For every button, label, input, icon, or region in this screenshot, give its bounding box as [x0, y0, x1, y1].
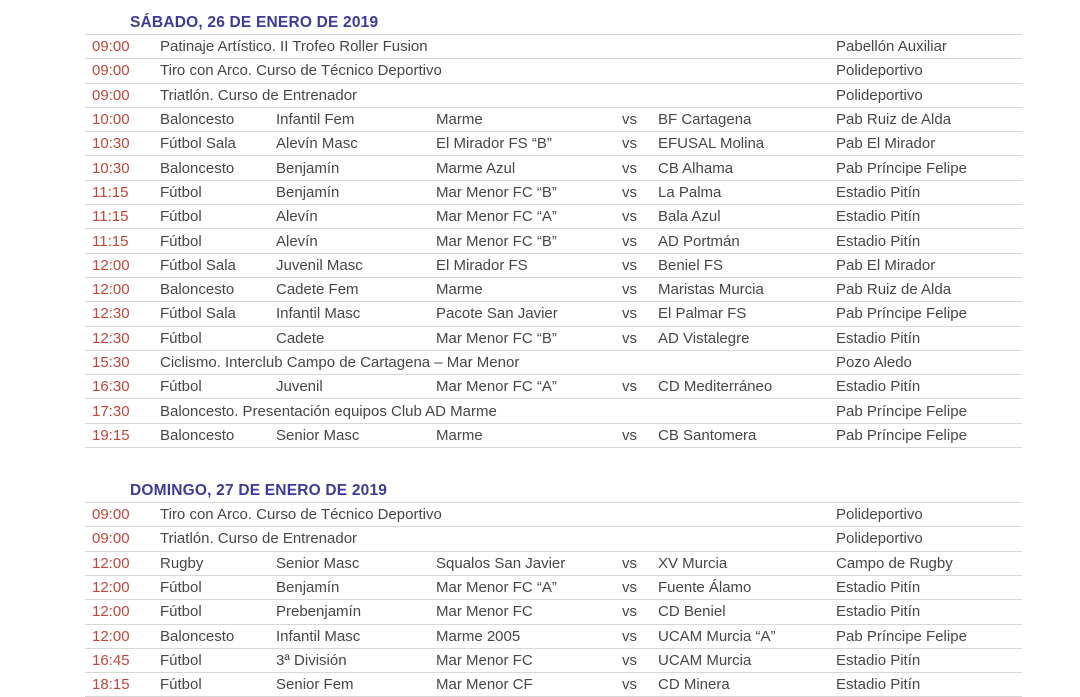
category-cell: Alevín	[276, 232, 318, 250]
schedule-row	[85, 131, 1022, 155]
venue-cell: Pab Ruiz de Alda	[836, 281, 952, 299]
home-team-cell: Marme	[436, 426, 483, 444]
venue-cell: Estadio Pitín	[836, 676, 921, 694]
venue-cell: Pab El Mirador	[836, 135, 936, 153]
time-cell: 18:15	[92, 676, 130, 694]
vs-label: vs	[622, 208, 637, 226]
time-cell: 10:30	[92, 159, 130, 177]
away-team-cell: Beniel FS	[658, 256, 724, 274]
time-cell: 12:00	[92, 627, 130, 645]
home-team-cell: Marme Azul	[436, 159, 516, 177]
schedule-row	[85, 58, 1022, 82]
away-team-cell: CD Minera	[658, 676, 730, 694]
time-cell: 11:15	[92, 232, 129, 250]
home-team-cell: Mar Menor FC “B”	[436, 183, 557, 201]
venue-cell: Estadio Pitín	[836, 579, 921, 597]
away-team-cell: CD Mediterráneo	[658, 378, 773, 396]
time-cell: 09:00	[92, 38, 130, 56]
schedule-row	[85, 648, 1022, 672]
sport-cell: Baloncesto	[160, 159, 235, 177]
time-cell: 12:00	[92, 554, 130, 572]
venue-cell: Pab Ruiz de Alda	[836, 111, 952, 129]
category-cell: Juvenil	[276, 378, 323, 396]
away-team-cell: El Palmar FS	[658, 305, 747, 323]
time-cell: 09:00	[92, 86, 130, 104]
category-cell: Senior Fem	[276, 676, 354, 694]
time-cell: 19:15	[92, 426, 130, 444]
day-header: DOMINGO, 27 DE ENERO DE 2019	[130, 482, 388, 500]
home-team-cell: Mar Menor FC “A”	[436, 378, 557, 396]
sport-cell: Fútbol	[160, 651, 202, 669]
schedule	[85, 0, 1022, 697]
venue-cell: Estadio Pitín	[836, 208, 921, 226]
schedule-row	[85, 423, 1022, 447]
description-cell: Triatlón. Curso de Entrenador	[160, 86, 358, 104]
home-team-cell: Squalos San Javier	[436, 554, 566, 572]
vs-label: vs	[622, 135, 637, 153]
schedule-row	[85, 34, 1022, 58]
venue-cell: Polideportivo	[836, 86, 923, 104]
vs-label: vs	[622, 627, 637, 645]
home-team-cell: Mar Menor FC	[436, 651, 533, 669]
home-team-cell: Mar Menor CF	[436, 676, 533, 694]
sport-cell: Fútbol	[160, 208, 202, 226]
venue-cell: Pab Príncipe Felipe	[836, 426, 967, 444]
away-team-cell: Bala Azul	[658, 208, 721, 226]
category-cell: Infantil Masc	[276, 305, 361, 323]
schedule-row	[85, 551, 1022, 575]
away-team-cell: Fuente Álamo	[658, 579, 752, 597]
venue-cell: Pozo Aledo	[836, 354, 912, 371]
schedule-row	[85, 350, 1022, 374]
venue-cell: Campo de Rugby	[836, 554, 953, 572]
home-team-cell: Mar Menor FC “A”	[436, 208, 557, 226]
category-cell: Infantil Fem	[276, 111, 355, 129]
schedule-row	[85, 599, 1022, 623]
category-cell: Infantil Masc	[276, 627, 361, 645]
description-cell: Ciclismo. Interclub Campo de Cartagena – Mar Menor	[160, 354, 520, 371]
vs-label: vs	[622, 651, 637, 669]
day-rows	[85, 502, 1022, 697]
away-team-cell: AD Vistalegre	[658, 329, 750, 347]
venue-cell: Estadio Pitín	[836, 183, 921, 201]
vs-label: vs	[622, 183, 637, 201]
time-cell: 12:30	[92, 329, 130, 347]
sport-cell: Baloncesto	[160, 426, 235, 444]
category-cell: Senior Masc	[276, 426, 360, 444]
schedule-row	[85, 277, 1022, 301]
schedule-row	[85, 228, 1022, 252]
category-cell: Senior Masc	[276, 554, 360, 572]
schedule-row	[85, 180, 1022, 204]
vs-label: vs	[622, 111, 637, 129]
sport-cell: Fútbol	[160, 183, 202, 201]
category-cell: Benjamín	[276, 183, 340, 201]
sport-cell: Rugby	[160, 554, 204, 572]
description-cell: Patinaje Artístico. II Trofeo Roller Fusion	[160, 38, 428, 56]
home-team-cell: Mar Menor FC “A”	[436, 579, 557, 597]
schedule-row	[85, 301, 1022, 325]
schedule-row	[85, 502, 1022, 526]
away-team-cell: EFUSAL Molina	[658, 135, 765, 153]
venue-cell: Polideportivo	[836, 506, 923, 524]
vs-label: vs	[622, 159, 637, 177]
home-team-cell: Mar Menor FC “B”	[436, 232, 557, 250]
time-cell: 11:15	[92, 183, 129, 201]
description-cell: Tiro con Arco. Curso de Técnico Deportivo	[160, 62, 442, 80]
schedule-row	[85, 204, 1022, 228]
venue-cell: Estadio Pitín	[836, 651, 921, 669]
vs-label: vs	[622, 676, 637, 694]
venue-cell: Pab Príncipe Felipe	[836, 627, 967, 645]
venue-cell: Estadio Pitín	[836, 603, 921, 621]
description-cell: Tiro con Arco. Curso de Técnico Deportivo	[160, 506, 442, 524]
time-cell: 15:30	[92, 354, 130, 371]
home-team-cell: Marme	[436, 281, 483, 299]
time-cell: 17:30	[92, 402, 130, 420]
sport-cell: Fútbol	[160, 232, 202, 250]
schedule-row	[85, 326, 1022, 350]
schedule-row	[85, 398, 1022, 422]
schedule-row	[85, 107, 1022, 131]
category-cell: Benjamín	[276, 159, 340, 177]
vs-label: vs	[622, 378, 637, 396]
sport-cell: Fútbol	[160, 676, 202, 694]
category-cell: Benjamín	[276, 579, 340, 597]
away-team-cell: CD Beniel	[658, 603, 726, 621]
sport-cell: Baloncesto	[160, 281, 235, 299]
away-team-cell: UCAM Murcia	[658, 651, 752, 669]
vs-label: vs	[622, 305, 637, 323]
time-cell: 09:00	[92, 506, 130, 524]
away-team-cell: La Palma	[658, 183, 722, 201]
away-team-cell: AD Portmán	[658, 232, 740, 250]
day-header: SÁBADO, 26 DE ENERO DE 2019	[130, 14, 379, 31]
venue-cell: Pab El Mirador	[836, 256, 936, 274]
venue-cell: Polideportivo	[836, 530, 923, 548]
sport-cell: Fútbol	[160, 579, 202, 597]
time-cell: 12:30	[92, 305, 130, 323]
away-team-cell: Maristas Murcia	[658, 281, 764, 299]
time-cell: 12:00	[92, 603, 130, 621]
time-cell: 09:00	[92, 62, 130, 80]
venue-cell: Polideportivo	[836, 62, 923, 80]
home-team-cell: Pacote San Javier	[436, 305, 558, 323]
time-cell: 12:00	[92, 256, 130, 274]
home-team-cell: Marme	[436, 111, 483, 129]
home-team-cell: Mar Menor FC	[436, 603, 533, 621]
sport-cell: Fútbol Sala	[160, 256, 236, 274]
away-team-cell: UCAM Murcia “A”	[658, 627, 776, 645]
sport-cell: Fútbol Sala	[160, 305, 236, 323]
vs-label: vs	[622, 281, 637, 299]
venue-cell: Estadio Pitín	[836, 329, 921, 347]
schedule-row	[85, 374, 1022, 398]
time-cell: 10:30	[92, 135, 130, 153]
vs-label: vs	[622, 554, 637, 572]
category-cell: 3ª División	[276, 651, 347, 669]
day-rows	[85, 34, 1022, 448]
venue-cell: Pab Príncipe Felipe	[836, 159, 967, 177]
time-cell: 12:00	[92, 579, 130, 597]
venue-cell: Pab Príncipe Felipe	[836, 402, 967, 420]
schedule-row	[85, 253, 1022, 277]
away-team-cell: XV Murcia	[658, 554, 728, 572]
away-team-cell: CB Alhama	[658, 159, 734, 177]
time-cell: 16:30	[92, 378, 130, 396]
sport-cell: Fútbol	[160, 329, 202, 347]
schedule-row	[85, 624, 1022, 648]
time-cell: 12:00	[92, 281, 130, 299]
sport-cell: Fútbol	[160, 603, 202, 621]
venue-cell: Estadio Pitín	[836, 378, 921, 396]
time-cell: 16:45	[92, 651, 130, 669]
vs-label: vs	[622, 232, 637, 250]
vs-label: vs	[622, 579, 637, 597]
home-team-cell: El Mirador FS “B”	[436, 135, 552, 153]
venue-cell: Pabellón Auxiliar	[836, 38, 947, 56]
vs-label: vs	[622, 329, 637, 347]
description-cell: Baloncesto. Presentación equipos Club AD Marme	[160, 402, 497, 420]
category-cell: Juvenil Masc	[276, 256, 363, 274]
venue-cell: Pab Príncipe Felipe	[836, 305, 967, 323]
away-team-cell: BF Cartagena	[658, 111, 752, 129]
category-cell: Cadete Fem	[276, 281, 359, 299]
sport-cell: Baloncesto	[160, 111, 235, 129]
home-team-cell: Mar Menor FC “B”	[436, 329, 557, 347]
home-team-cell: El Mirador FS	[436, 256, 528, 274]
home-team-cell: Marme 2005	[436, 627, 521, 645]
schedule-row	[85, 575, 1022, 599]
category-cell: Alevín Masc	[276, 135, 358, 153]
description-cell: Triatlón. Curso de Entrenador	[160, 530, 358, 548]
sport-cell: Fútbol Sala	[160, 135, 236, 153]
time-cell: 09:00	[92, 530, 130, 548]
sport-cell: Fútbol	[160, 378, 202, 396]
vs-label: vs	[622, 603, 637, 621]
schedule-row	[85, 155, 1022, 179]
away-team-cell: CB Santomera	[658, 426, 757, 444]
time-cell: 11:15	[92, 208, 129, 226]
venue-cell: Estadio Pitín	[836, 232, 921, 250]
category-cell: Cadete	[276, 329, 325, 347]
time-cell: 10:00	[92, 111, 130, 129]
schedule-row	[85, 526, 1022, 550]
vs-label: vs	[622, 256, 637, 274]
schedule-row	[85, 672, 1022, 696]
sport-cell: Baloncesto	[160, 627, 235, 645]
vs-label: vs	[622, 426, 637, 444]
category-cell: Prebenjamín	[276, 603, 362, 621]
category-cell: Alevín	[276, 208, 318, 226]
schedule-row	[85, 83, 1022, 107]
